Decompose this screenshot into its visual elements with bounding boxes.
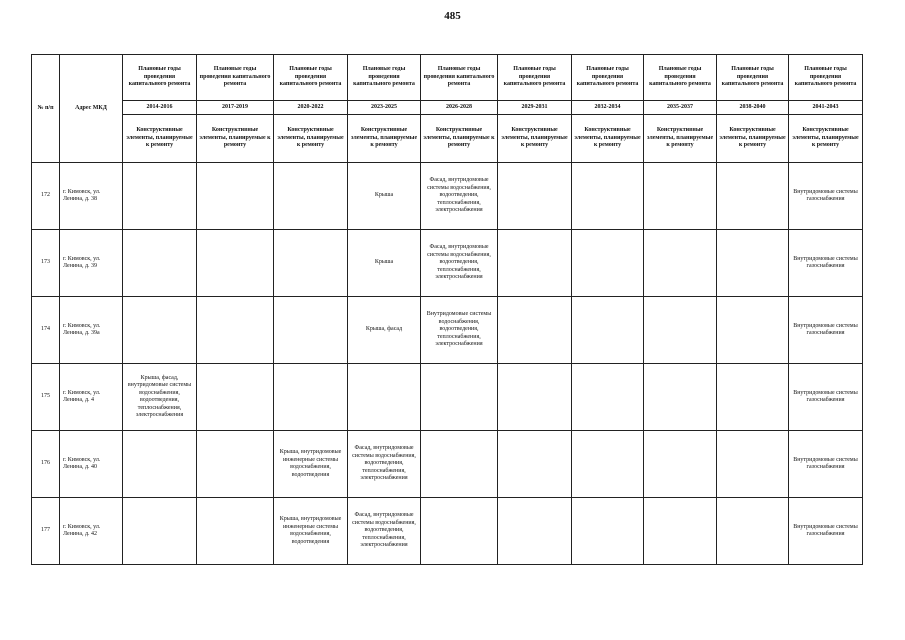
repair-elements-cell — [421, 498, 498, 565]
page-number: 485 — [444, 10, 461, 22]
repair-elements-cell — [644, 230, 717, 297]
repair-elements-cell — [274, 230, 348, 297]
repair-elements-cell — [498, 498, 572, 565]
repair-elements-cell — [644, 498, 717, 565]
elements-header: Конструктивные элементы, планируемые к ремонту — [348, 115, 421, 163]
repair-elements-cell: Крыша — [348, 163, 421, 230]
year-range-header: 2026-2028 — [421, 101, 498, 115]
repair-elements-cell — [348, 364, 421, 431]
table-row — [32, 163, 863, 230]
year-range-header: 2017-2019 — [197, 101, 274, 115]
elements-header: Конструктивные элементы, планируемые к ремонту — [572, 115, 644, 163]
elements-header: Конструктивные элементы, планируемые к ремонту — [644, 115, 717, 163]
table-row — [32, 498, 863, 565]
repair-elements-cell — [197, 431, 274, 498]
elements-header: Конструктивные элементы, планируемые к ремонту — [274, 115, 348, 163]
elements-header: Конструктивные элементы, планируемые к ремонту — [498, 115, 572, 163]
repair-elements-cell — [717, 230, 789, 297]
year-range-header: 2023-2025 — [348, 101, 421, 115]
capital-repair-table — [31, 54, 863, 565]
year-range-header: 2014-2016 — [123, 101, 197, 115]
repair-elements-cell — [644, 431, 717, 498]
address-cell: г. Кимовск, ул. Ленина, д. 42 — [60, 498, 123, 565]
elements-header: Конструктивные элементы, планируемые к ремонту — [123, 115, 197, 163]
year-range-header: 2035-2037 — [644, 101, 717, 115]
table-header — [32, 55, 863, 163]
repair-elements-cell: Внутридомовые системы газоснабжения — [789, 297, 863, 364]
repair-elements-cell — [572, 431, 644, 498]
repair-elements-cell — [421, 364, 498, 431]
repair-elements-cell: Фасад, внутридомовые системы водоснабжения, водоотведения, теплоснабжения, электроснабжения — [348, 498, 421, 565]
planned-years-header: Плановые годы проведения капитального ремонта — [717, 55, 789, 101]
address-cell: г. Кимовск, ул. Ленина, д. 38 — [60, 163, 123, 230]
planned-years-header: Плановые годы проведения капитального ремонта — [348, 55, 421, 101]
repair-elements-cell: Фасад, внутридомовые системы водоснабжения, водоотведения, теплоснабжения, электроснабжения — [421, 163, 498, 230]
repair-elements-cell: Фасад, внутридомовые системы водоснабжения, водоотведения, теплоснабжения, электроснабжения — [348, 431, 421, 498]
table-row — [32, 364, 863, 431]
repair-elements-cell — [644, 163, 717, 230]
repair-elements-cell — [717, 431, 789, 498]
repair-elements-cell — [572, 163, 644, 230]
row-number: 173 — [32, 230, 60, 297]
repair-elements-cell — [498, 163, 572, 230]
repair-elements-cell — [498, 230, 572, 297]
repair-elements-cell — [197, 498, 274, 565]
row-number: 177 — [32, 498, 60, 565]
repair-elements-cell — [123, 431, 197, 498]
repair-elements-cell — [197, 163, 274, 230]
year-range-header: 2041-2043 — [789, 101, 863, 115]
repair-elements-cell — [717, 364, 789, 431]
planned-years-header: Плановые годы проведения капитального ремонта — [572, 55, 644, 101]
repair-elements-cell — [498, 297, 572, 364]
row-number: 175 — [32, 364, 60, 431]
repair-elements-cell: Крыша — [348, 230, 421, 297]
planned-years-header: Плановые годы проведения капитального ремонта — [644, 55, 717, 101]
repair-elements-cell: Внутридомовые системы газоснабжения — [789, 230, 863, 297]
elements-header: Конструктивные элементы, планируемые к ремонту — [789, 115, 863, 163]
repair-elements-cell — [197, 297, 274, 364]
repair-elements-cell — [197, 364, 274, 431]
repair-elements-cell: Крыша, фасад, внутридомовые системы водоснабжения, водоотведения, теплоснабжения, электроснабжения — [123, 364, 197, 431]
elements-header: Конструктивные элементы, планируемые к ремонту — [421, 115, 498, 163]
table-row — [32, 297, 863, 364]
address-cell: г. Кимовск, ул. Ленина, д. 40 — [60, 431, 123, 498]
elements-header: Конструктивные элементы, планируемые к ремонту — [717, 115, 789, 163]
planned-years-header: Плановые годы проведения капитального ремонта — [197, 55, 274, 101]
repair-elements-cell — [123, 297, 197, 364]
address-cell: г. Кимовск, ул. Ленина, д. 39а — [60, 297, 123, 364]
row-number: 176 — [32, 431, 60, 498]
repair-elements-cell — [717, 297, 789, 364]
repair-elements-cell — [717, 498, 789, 565]
repair-elements-cell — [421, 431, 498, 498]
table-body — [32, 163, 863, 565]
repair-elements-cell — [644, 364, 717, 431]
num-header: № п/п — [32, 55, 60, 163]
repair-elements-cell: Внутридомовые системы газоснабжения — [789, 498, 863, 565]
repair-elements-cell — [123, 163, 197, 230]
repair-elements-cell — [644, 297, 717, 364]
repair-elements-cell: Крыша, фасад — [348, 297, 421, 364]
table-row — [32, 230, 863, 297]
repair-elements-cell — [572, 230, 644, 297]
repair-elements-cell — [498, 431, 572, 498]
planned-years-header: Плановые годы проведения капитального ремонта — [498, 55, 572, 101]
repair-elements-cell: Внутридомовые системы газоснабжения — [789, 163, 863, 230]
planned-years-header: Плановые годы проведения капитального ремонта — [123, 55, 197, 101]
address-cell: г. Кимовск, ул. Ленина, д. 39 — [60, 230, 123, 297]
repair-elements-cell — [274, 364, 348, 431]
planned-years-header: Плановые годы проведения капитального ремонта — [421, 55, 498, 101]
repair-elements-cell — [197, 230, 274, 297]
year-range-header: 2020-2022 — [274, 101, 348, 115]
repair-elements-cell: Крыша, внутридомовые инженерные системы водоснабжения, водоотведения — [274, 498, 348, 565]
elements-header: Конструктивные элементы, планируемые к ремонту — [197, 115, 274, 163]
repair-elements-cell — [123, 498, 197, 565]
repair-elements-cell — [572, 498, 644, 565]
repair-elements-cell: Внутридомовые системы водоснабжения, водоотведения, теплоснабжения, электроснабжения — [421, 297, 498, 364]
row-number: 174 — [32, 297, 60, 364]
repair-elements-cell — [274, 297, 348, 364]
row-number: 172 — [32, 163, 60, 230]
year-range-header: 2029-2031 — [498, 101, 572, 115]
address-header: Адрес МКД — [60, 55, 123, 163]
address-cell: г. Кимовск, ул. Ленина, д. 4 — [60, 364, 123, 431]
table-row — [32, 431, 863, 498]
repair-elements-cell: Внутридомовые системы газоснабжения — [789, 431, 863, 498]
repair-elements-cell — [123, 230, 197, 297]
year-range-header: 2038-2040 — [717, 101, 789, 115]
repair-elements-cell — [572, 297, 644, 364]
repair-elements-cell — [498, 364, 572, 431]
repair-elements-cell — [717, 163, 789, 230]
repair-elements-cell: Крыша, внутридомовые инженерные системы водоснабжения, водоотведения — [274, 431, 348, 498]
planned-years-header: Плановые годы проведения капитального ремонта — [789, 55, 863, 101]
repair-elements-cell: Внутридомовые системы газоснабжения — [789, 364, 863, 431]
repair-elements-cell — [572, 364, 644, 431]
planned-years-header: Плановые годы проведения капитального ремонта — [274, 55, 348, 101]
year-range-header: 2032-2034 — [572, 101, 644, 115]
repair-elements-cell — [274, 163, 348, 230]
repair-elements-cell: Фасад, внутридомовые системы водоснабжения, водоотведения, теплоснабжения, электроснабжения — [421, 230, 498, 297]
